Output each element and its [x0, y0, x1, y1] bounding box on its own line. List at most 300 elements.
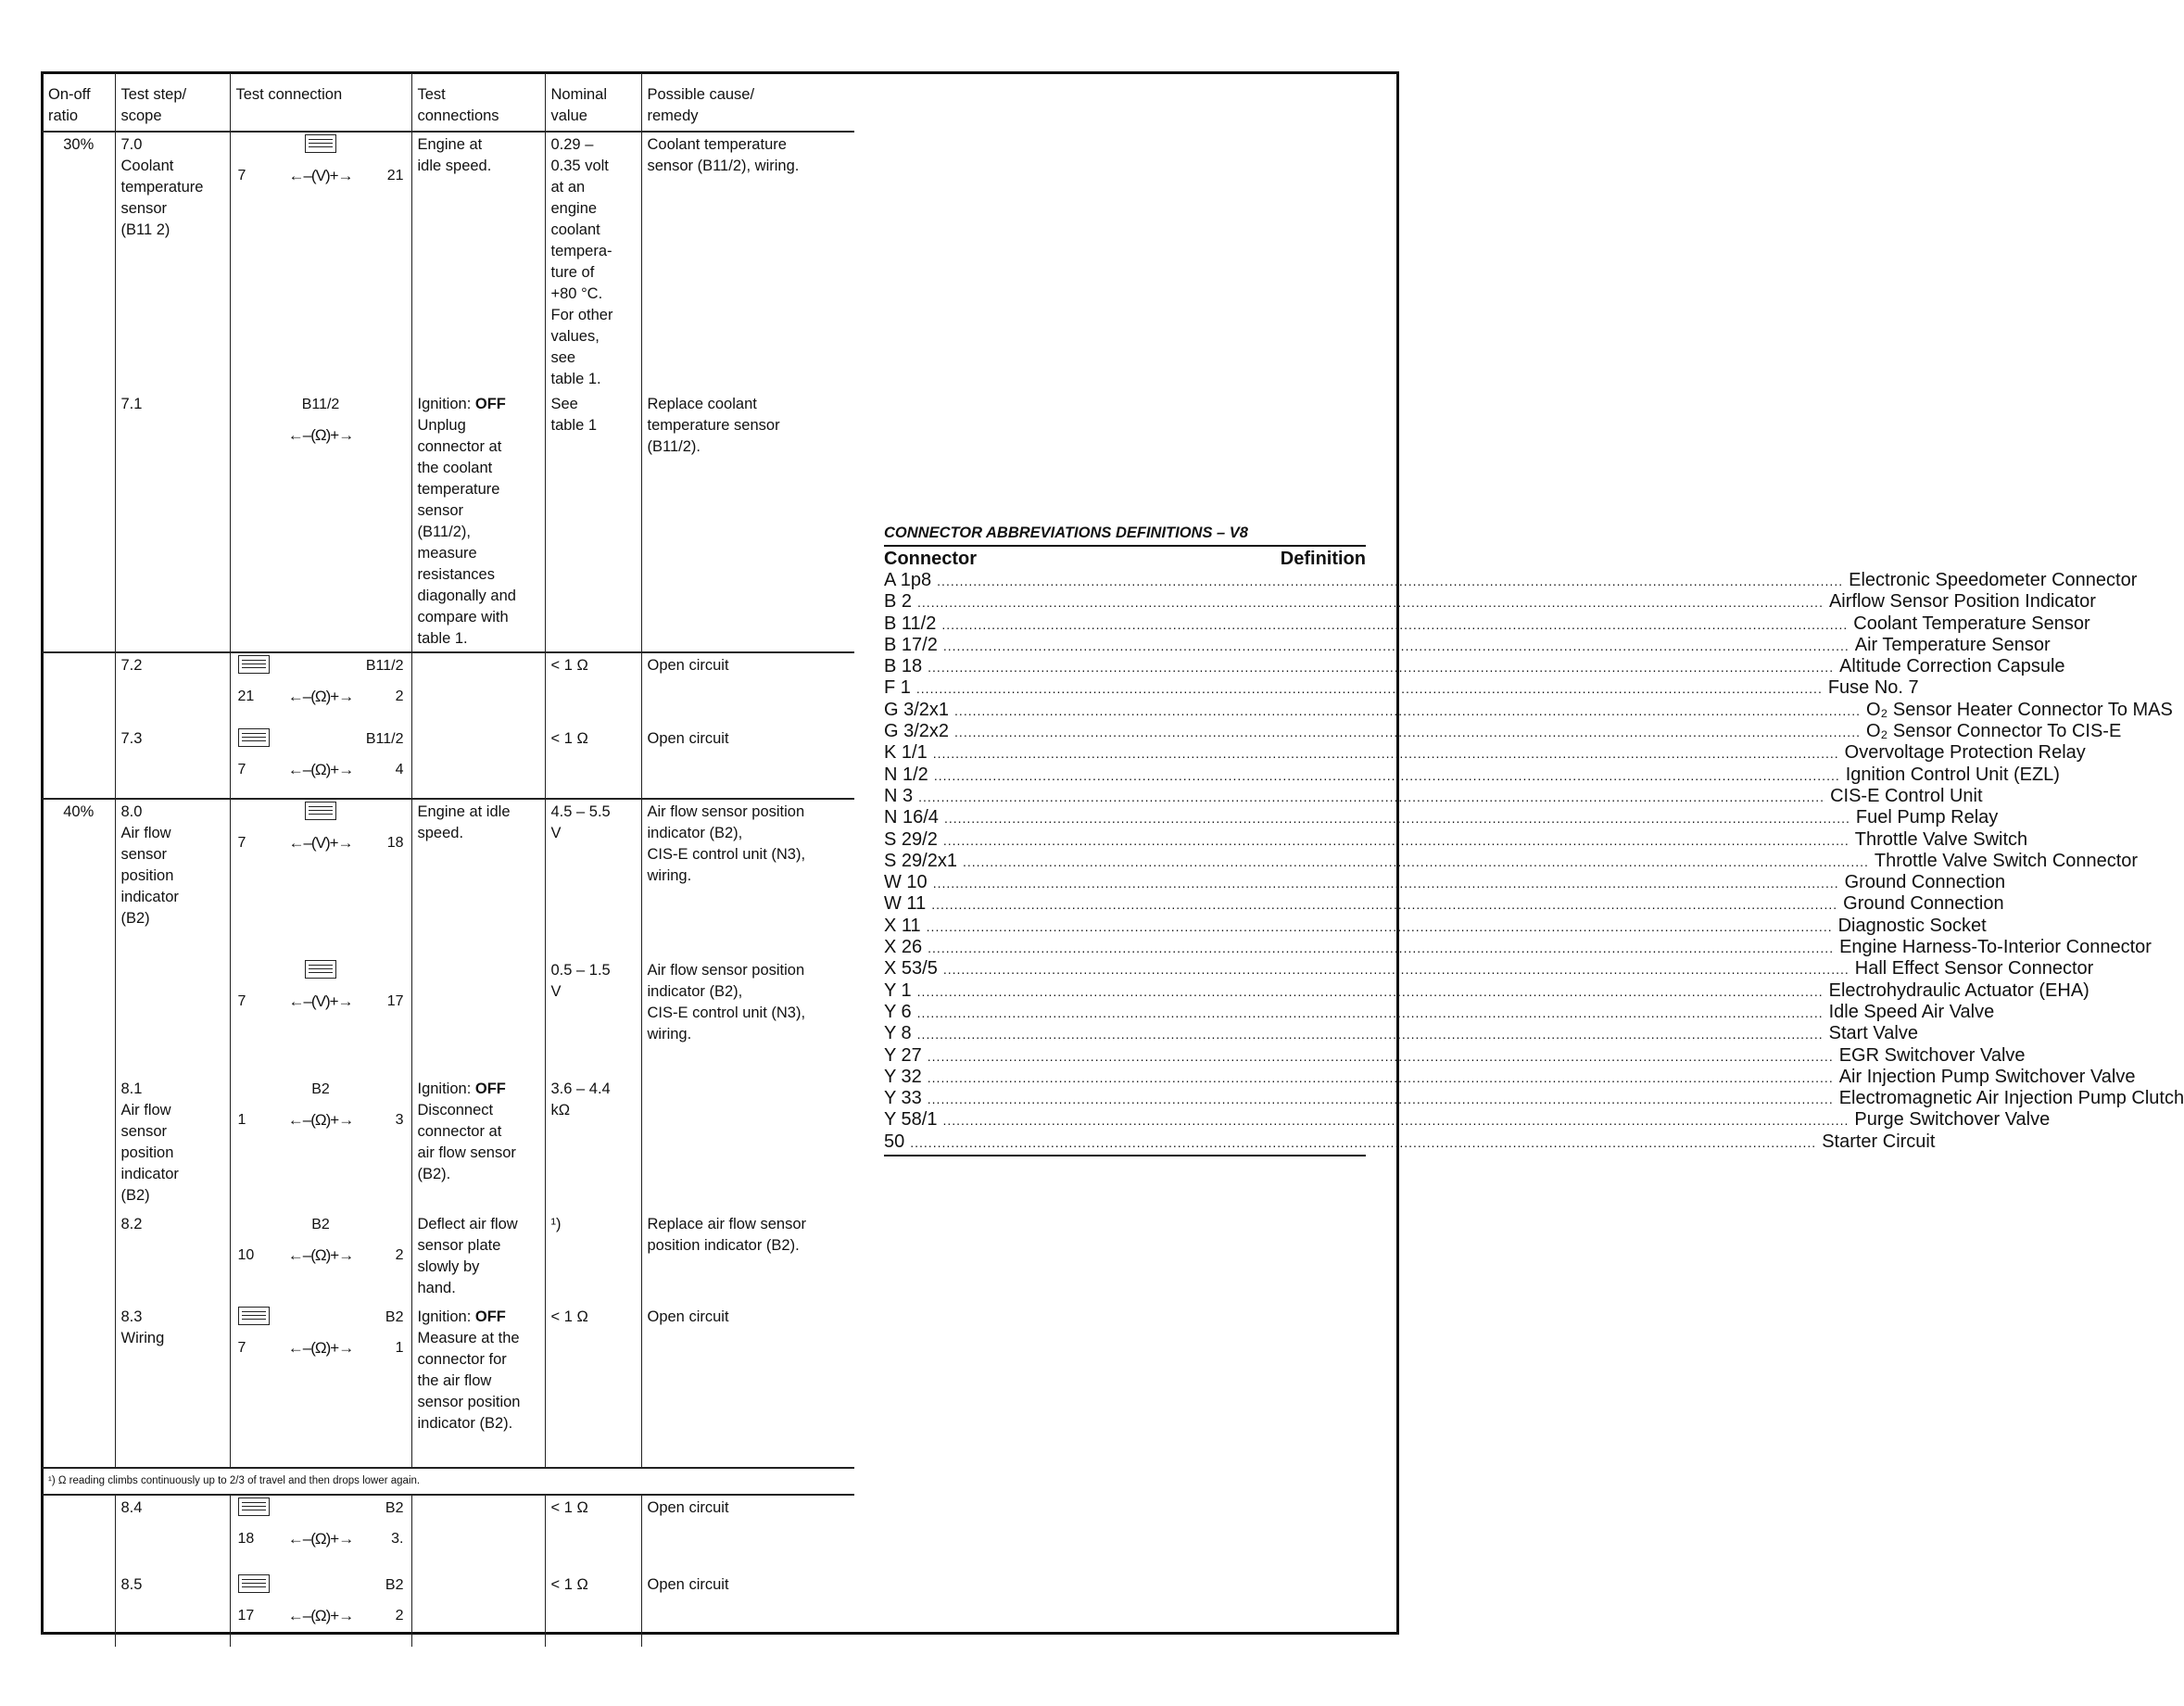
ohmmeter-icon [288, 424, 353, 446]
nominal-value-cell: 0.29 – 0.35 volt at an engine coolant tempera- ture of +80 °C. For other values, see table 1. [545, 132, 641, 392]
ratio-cell [43, 1573, 115, 1647]
step-cell: 8.5 [115, 1573, 230, 1647]
connector-code: Y 58/1 [884, 1109, 938, 1131]
component-ref-label: B2 [311, 1217, 330, 1232]
table-row [43, 652, 854, 727]
step-cell: 7.1 [115, 392, 230, 652]
connection-cell [230, 392, 411, 652]
meter-symbol: V [315, 834, 325, 852]
ignition-state: OFF [474, 396, 506, 412]
ignition-state: OFF [474, 1080, 506, 1097]
connector-definition: Idle Speed Air Valve [1828, 1001, 1995, 1022]
abbreviation-row [884, 764, 2060, 786]
terminal-left-label: 7 [237, 762, 246, 777]
table-row [43, 132, 854, 392]
terminal-right-label: 2 [395, 1608, 404, 1624]
lead-minus-icon: ←–( [288, 167, 316, 184]
connector-definition: O₂ Sensor Heater Connector To MAS [1865, 699, 2173, 720]
connector-code: S 29/2 [884, 828, 938, 850]
connector-code: N 3 [884, 785, 914, 806]
lead-plus-icon: )+→ [325, 1111, 354, 1129]
lead-plus-icon: )+→ [325, 1339, 354, 1357]
lead-plus-icon: )+→ [325, 1607, 354, 1624]
lead-minus-icon: ←–( [288, 834, 316, 852]
ohmmeter-icon [288, 759, 353, 780]
connector-code: B 2 [884, 591, 913, 613]
connection-cell [230, 1305, 411, 1468]
leader-dots: ........................................................................................................................................................................................................ [932, 746, 1839, 762]
abbreviation-row [884, 721, 2122, 742]
abbreviations-col-definition: Definition [1280, 549, 1366, 569]
abbreviation-row [884, 872, 2006, 893]
connection-diagram [236, 960, 406, 1019]
connection-cell [230, 799, 411, 958]
lead-minus-icon: ←–( [287, 1339, 315, 1357]
connector-definition: Electromagnetic Air Injection Pump Clutch [1838, 1088, 2184, 1109]
connection-cell [230, 1573, 411, 1647]
abbreviation-row [884, 807, 1999, 828]
ohmmeter-icon [288, 1109, 353, 1131]
component-ref-label: B2 [385, 1309, 404, 1325]
leader-dots: ........................................................................................................................................................................................................ [941, 616, 1849, 632]
meter-symbol: Ω [314, 1530, 326, 1548]
table-row [43, 1212, 854, 1305]
leader-dots: ........................................................................................................................................................................................................ [916, 1005, 1824, 1020]
nominal-value-cell: 4.5 – 5.5 V [545, 799, 641, 958]
table-row [43, 1573, 854, 1647]
step-cell: 8.2 [115, 1212, 230, 1305]
footnote-row [43, 1468, 854, 1495]
diagnostic-table [43, 73, 854, 1647]
component-ref-label: B11/2 [365, 731, 404, 747]
connector-code: G 3/2x2 [884, 721, 950, 742]
test-connections-cell [411, 1305, 545, 1468]
leader-dots: ........................................................................................................................................................................................................ [932, 876, 1839, 891]
abbreviation-row [884, 1001, 1995, 1023]
step-cell: 8.0 Air flow sensor position indicator (B2) [115, 799, 230, 958]
step-cell [115, 958, 230, 1077]
terminal-right-label: 21 [386, 168, 404, 183]
nominal-value-cell: 3.6 – 4.4 kΩ [545, 1077, 641, 1212]
tester-box-icon [238, 1307, 270, 1325]
connector-definition: Fuel Pump Relay [1855, 807, 1999, 828]
voltmeter-icon [288, 991, 352, 1012]
ratio-cell [43, 1212, 115, 1305]
cause-remedy-cell: Air flow sensor position indicator (B2), CIS-E control unit (N3), wiring. [641, 799, 854, 958]
connector-code: Y 8 [884, 1023, 912, 1044]
test-connections-cell [411, 799, 545, 958]
abbreviation-row [884, 828, 2028, 851]
connector-definition: Purge Switchover Valve [1854, 1109, 2051, 1131]
connector-code: X 11 [884, 915, 921, 936]
meter-symbol: V [315, 167, 325, 184]
connector-definition: Airflow Sensor Position Indicator [1828, 591, 2096, 613]
component-ref-label: B11/2 [365, 658, 404, 674]
lead-plus-icon: )+→ [325, 761, 354, 778]
abbreviation-row [884, 1044, 2026, 1067]
terminal-left-label: 10 [237, 1247, 255, 1263]
nominal-value-cell: ¹) [545, 1212, 641, 1305]
abbreviation-row [884, 1066, 2136, 1088]
lead-plus-icon: )+→ [325, 1246, 354, 1264]
header-cause: Possible cause/ remedy [641, 73, 854, 132]
abbreviation-row [884, 677, 1919, 699]
component-ref-label: B2 [311, 1081, 330, 1097]
meter-symbol: Ω [314, 1339, 326, 1357]
ohmmeter-icon [288, 1605, 353, 1626]
component-ref-label: B2 [385, 1500, 404, 1516]
nominal-value-cell: 0.5 – 1.5 V [545, 958, 641, 1077]
connection-diagram [236, 134, 406, 194]
connector-code: Y 1 [884, 979, 912, 1001]
abbreviation-row [884, 742, 2086, 764]
lead-minus-icon: ←–( [287, 1530, 315, 1548]
connector-code: W 10 [884, 872, 928, 893]
ratio-cell [43, 1495, 115, 1573]
ignition-prefix: Ignition: [417, 396, 475, 412]
header-step: Test step/ scope [115, 73, 230, 132]
test-instructions: Unplug connector at the coolant temperature sensor (B11/2), measure resistances diagonally and compare with table 1. [417, 417, 516, 647]
terminal-right-label: 3. [391, 1531, 404, 1547]
test-instructions: Deflect air flow sensor plate slowly by hand. [417, 1216, 518, 1296]
terminal-right-label: 4 [395, 762, 404, 777]
lead-plus-icon: )+→ [325, 1530, 354, 1548]
leader-dots: ........................................................................................................................................................................................................ [943, 811, 1850, 827]
tester-box-icon [238, 1497, 270, 1516]
lead-minus-icon: ←–( [287, 1246, 315, 1264]
leader-dots: ........................................................................................................................................................................................................ [942, 832, 1849, 848]
test-connections-cell [411, 1573, 545, 1647]
connector-code: B 11/2 [884, 613, 937, 634]
connector-definition: Ground Connection [1843, 893, 2004, 915]
ratio-cell [43, 1077, 115, 1212]
terminal-right-label: 2 [395, 689, 404, 704]
lead-plus-icon: )+→ [324, 834, 353, 852]
lead-minus-icon: ←–( [287, 688, 315, 705]
connection-cell [230, 1495, 411, 1573]
tester-box-icon [238, 728, 270, 747]
test-connections-cell [411, 1212, 545, 1305]
leader-dots: ........................................................................................................................................................................................................ [926, 918, 1833, 934]
terminal-left-label: 18 [237, 1531, 255, 1547]
test-instructions: Engine at idle speed. [417, 136, 492, 174]
ratio-cell [43, 727, 115, 799]
cause-remedy-cell: Open circuit [641, 1305, 854, 1468]
connector-definition: Throttle Valve Switch Connector [1874, 850, 2139, 871]
step-cell: 7.0 Coolant temperature sensor (B11 2) [115, 132, 230, 392]
connector-code: F 1 [884, 677, 911, 699]
connector-definition: EGR Switchover Valve [1838, 1044, 2026, 1066]
header-connection: Test connection [230, 73, 411, 132]
leader-dots: ........................................................................................................................................................................................................ [927, 1048, 1834, 1064]
abbreviation-row [884, 915, 1987, 937]
abbreviation-row [884, 1088, 2184, 1109]
connector-definition: Air Injection Pump Switchover Valve [1838, 1066, 2136, 1087]
footnote: ¹) Ω reading climbs continuously up to 2/3 of travel and then drops lower again. [43, 1468, 854, 1495]
connector-definition: Ground Connection [1844, 872, 2006, 893]
header-test-connections: Test connections [411, 73, 545, 132]
test-connections-cell [411, 392, 545, 652]
component-ref-label: B11/2 [301, 397, 340, 412]
connection-diagram [236, 1497, 406, 1557]
connector-definition: O₂ Sensor Connector To CIS-E [1865, 721, 2122, 742]
connection-diagram [236, 655, 406, 714]
table-row [43, 727, 854, 799]
connector-code: X 26 [884, 937, 923, 958]
leader-dots: ........................................................................................................................................................................................................ [916, 983, 1824, 999]
abbreviation-row [884, 613, 2090, 635]
leader-dots: ........................................................................................................................................................................................................ [927, 1069, 1834, 1085]
test-instructions: Measure at the connector for the air flow sensor position indicator (B2). [417, 1330, 521, 1432]
cause-remedy-cell: Open circuit [641, 652, 854, 727]
connector-definition: Coolant Temperature Sensor [1853, 613, 2090, 634]
test-instructions: Engine at idle speed. [417, 803, 511, 841]
terminal-left-label: 7 [237, 835, 246, 851]
leader-dots: ........................................................................................................................................................................................................ [954, 725, 1861, 740]
terminal-right-label: 17 [386, 993, 404, 1009]
connector-definition: Diagnostic Socket [1837, 915, 1987, 936]
connection-diagram [236, 1307, 406, 1366]
connector-definition: Overvoltage Protection Relay [1844, 742, 2086, 764]
ratio-cell [43, 958, 115, 1077]
abbreviation-row [884, 958, 2094, 979]
lead-minus-icon: ←–( [287, 761, 315, 778]
connector-code: K 1/1 [884, 742, 928, 764]
terminal-right-label: 2 [395, 1247, 404, 1263]
table-row [43, 1305, 854, 1468]
connector-definition: Engine Harness-To-Interior Connector [1839, 937, 2152, 958]
lead-plus-icon: )+→ [324, 167, 353, 184]
voltmeter-icon [288, 832, 352, 853]
connector-definition: Starter Circuit [1822, 1131, 1936, 1152]
test-instructions: Disconnect connector at air flow sensor (B2). [417, 1102, 516, 1182]
terminal-left-label: 7 [237, 993, 246, 1009]
abbreviation-row [884, 634, 2051, 656]
leader-dots: ........................................................................................................................................................................................................ [928, 941, 1835, 956]
connection-diagram [236, 1574, 406, 1634]
connection-cell [230, 132, 411, 392]
test-connections-cell [411, 1495, 545, 1573]
ignition-state: OFF [474, 1308, 506, 1325]
leader-dots: ........................................................................................................................................................................................................ [954, 702, 1861, 718]
abbreviation-row [884, 699, 2173, 721]
terminal-right-label: 18 [386, 835, 404, 851]
connection-diagram [236, 1214, 406, 1273]
leader-dots: ........................................................................................................................................................................................................ [910, 1134, 1817, 1150]
ratio-cell: 40% [43, 799, 115, 958]
connection-diagram [236, 728, 406, 788]
connector-code: B 18 [884, 656, 923, 677]
nominal-value-cell: < 1 Ω [545, 727, 641, 799]
connection-cell [230, 1077, 411, 1212]
cause-remedy-cell: Air flow sensor position indicator (B2), CIS-E control unit (N3), wiring. [641, 958, 854, 1077]
terminal-left-label: 1 [237, 1112, 246, 1128]
test-connections-cell [411, 132, 545, 392]
ohmmeter-icon [288, 1337, 353, 1358]
connector-code: Y 27 [884, 1044, 922, 1066]
leader-dots: ........................................................................................................................................................................................................ [933, 767, 1840, 783]
cause-remedy-cell: Open circuit [641, 1573, 854, 1647]
leader-dots: ........................................................................................................................................................................................................ [962, 853, 1869, 869]
terminal-left-label: 21 [237, 689, 255, 704]
abbreviation-row [884, 850, 2139, 872]
terminal-right-label: 3 [395, 1112, 404, 1128]
ratio-cell: 30% [43, 132, 115, 392]
connector-code: Y 6 [884, 1001, 912, 1022]
cause-remedy-cell: Replace coolant temperature sensor (B11/2). [641, 392, 854, 652]
leader-dots: ........................................................................................................................................................................................................ [928, 660, 1835, 676]
voltmeter-icon [288, 165, 352, 186]
connection-diagram [236, 1079, 406, 1138]
leader-dots: ........................................................................................................................................................................................................ [942, 638, 1849, 653]
leader-dots: ........................................................................................................................................................................................................ [915, 681, 1823, 697]
connector-definition: Ignition Control Unit (EZL) [1845, 764, 2060, 785]
step-cell: 7.3 [115, 727, 230, 799]
abbreviation-row [884, 785, 1983, 807]
connector-definition: Electrohydraulic Actuator (EHA) [1828, 979, 2089, 1001]
connector-definition: Start Valve [1828, 1023, 1918, 1044]
meter-symbol: Ω [314, 426, 326, 444]
connector-code: X 53/5 [884, 958, 938, 979]
test-connections-cell [411, 652, 545, 727]
abbreviations-title: CONNECTOR ABBREVIATIONS DEFINITIONS – V8 [884, 524, 1366, 547]
abbreviation-row [884, 893, 2004, 915]
connector-definition: Fuse No. 7 [1827, 677, 1919, 699]
lead-plus-icon: )+→ [325, 426, 354, 444]
connector-code: Y 33 [884, 1088, 922, 1109]
cause-remedy-cell: Open circuit [641, 727, 854, 799]
leader-dots: ........................................................................................................................................................................................................ [927, 1092, 1834, 1107]
tester-box-icon [305, 134, 336, 153]
connection-cell [230, 727, 411, 799]
connection-diagram [236, 394, 406, 453]
connector-code: N 16/4 [884, 807, 939, 828]
connector-code: A 1p8 [884, 570, 932, 590]
meter-symbol: V [315, 992, 325, 1010]
abbreviations-end-rule [884, 1155, 1366, 1156]
nominal-value-cell: < 1 Ω [545, 1573, 641, 1647]
meter-symbol: Ω [314, 688, 326, 705]
tester-box-icon [238, 655, 270, 674]
connection-cell [230, 958, 411, 1077]
abbreviations-list [884, 570, 2184, 1153]
connector-definition: Air Temperature Sensor [1854, 634, 2051, 655]
abbreviation-row [884, 656, 2065, 677]
ratio-cell [43, 1305, 115, 1468]
ohmmeter-icon [288, 1528, 353, 1549]
ohmmeter-icon [288, 686, 353, 707]
nominal-value-cell: See table 1 [545, 392, 641, 652]
step-cell: 8.3 Wiring [115, 1305, 230, 1468]
table-row [43, 1077, 854, 1212]
abbreviation-row [884, 1131, 1936, 1153]
meter-symbol: Ω [314, 1607, 326, 1624]
table-row [43, 958, 854, 1077]
abbreviation-row [884, 1109, 2051, 1131]
connector-definition: Altitude Correction Capsule [1839, 656, 2065, 677]
connection-cell [230, 652, 411, 727]
header-nominal: Nominal value [545, 73, 641, 132]
abbreviation-row [884, 979, 2089, 1002]
meter-symbol: Ω [314, 1111, 326, 1129]
test-connections-cell [411, 727, 545, 799]
abbreviation-row [884, 937, 2152, 958]
terminal-right-label: 1 [395, 1340, 404, 1356]
tester-box-icon [305, 802, 336, 820]
terminal-left-label: 7 [237, 168, 246, 183]
header-ratio: On-off ratio [43, 73, 115, 132]
nominal-value-cell: < 1 Ω [545, 1495, 641, 1573]
lead-minus-icon: ←–( [287, 1111, 315, 1129]
lead-plus-icon: )+→ [325, 688, 354, 705]
cause-remedy-cell: Coolant temperature sensor (B11/2), wiring. [641, 132, 854, 392]
meter-symbol: Ω [314, 1246, 326, 1264]
leader-dots: ........................................................................................................................................................................................................ [918, 789, 1825, 804]
connector-code: S 29/2x1 [884, 850, 957, 871]
abbreviation-row [884, 1023, 1918, 1044]
connector-abbreviations-panel [884, 524, 2184, 1156]
connector-definition: Throttle Valve Switch [1854, 828, 2028, 850]
test-connections-cell [411, 958, 545, 1077]
connector-code: W 11 [884, 893, 927, 915]
ratio-cell [43, 392, 115, 652]
terminal-left-label: 17 [237, 1608, 255, 1624]
connector-definition: CIS-E Control Unit [1830, 785, 1983, 806]
connector-code: G 3/2x1 [884, 699, 950, 720]
leader-dots: ........................................................................................................................................................................................................ [942, 1113, 1849, 1129]
ratio-cell [43, 652, 115, 727]
leader-dots: ........................................................................................................................................................................................................ [937, 574, 1844, 588]
table-header-row [43, 73, 854, 132]
leader-dots: ........................................................................................................................................................................................................ [916, 1027, 1824, 1043]
step-cell: 8.4 [115, 1495, 230, 1573]
step-cell: 8.1 Air flow sensor position indicator (B2) [115, 1077, 230, 1212]
step-cell: 7.2 [115, 652, 230, 727]
lead-plus-icon: )+→ [324, 992, 353, 1010]
connection-cell [230, 1212, 411, 1305]
leader-dots: ........................................................................................................................................................................................................ [931, 897, 1838, 913]
connector-definition: Electronic Speedometer Connector [1849, 570, 2138, 590]
tester-box-icon [305, 960, 336, 979]
cause-remedy-cell: Replace air flow sensor position indicator (B2). [641, 1212, 854, 1305]
connector-code: N 1/2 [884, 764, 928, 785]
ignition-prefix: Ignition: [417, 1308, 475, 1325]
cause-remedy-cell: Open circuit [641, 1495, 854, 1573]
meter-symbol: Ω [314, 761, 326, 778]
lead-minus-icon: ←–( [288, 992, 316, 1010]
nominal-value-cell: < 1 Ω [545, 1305, 641, 1468]
lead-minus-icon: ←–( [287, 426, 315, 444]
connector-definition: Hall Effect Sensor Connector [1854, 958, 2094, 979]
tester-box-icon [238, 1574, 270, 1593]
component-ref-label: B2 [385, 1577, 404, 1593]
connector-code: 50 [884, 1131, 905, 1152]
abbreviation-row [884, 570, 2138, 591]
ohmmeter-icon [288, 1245, 353, 1266]
table-row [43, 1495, 854, 1573]
abbreviations-header [884, 547, 1366, 570]
abbreviations-col-connector: Connector [884, 549, 977, 569]
nominal-value-cell: < 1 Ω [545, 652, 641, 727]
leader-dots: ........................................................................................................................................................................................................ [942, 962, 1849, 978]
lead-minus-icon: ←–( [287, 1607, 315, 1624]
test-connections-cell [411, 1077, 545, 1212]
connector-code: Y 32 [884, 1066, 922, 1087]
abbreviation-row [884, 591, 2096, 613]
leader-dots: ........................................................................................................................................................................................................ [917, 595, 1824, 611]
table-row [43, 799, 854, 958]
table-row [43, 392, 854, 652]
